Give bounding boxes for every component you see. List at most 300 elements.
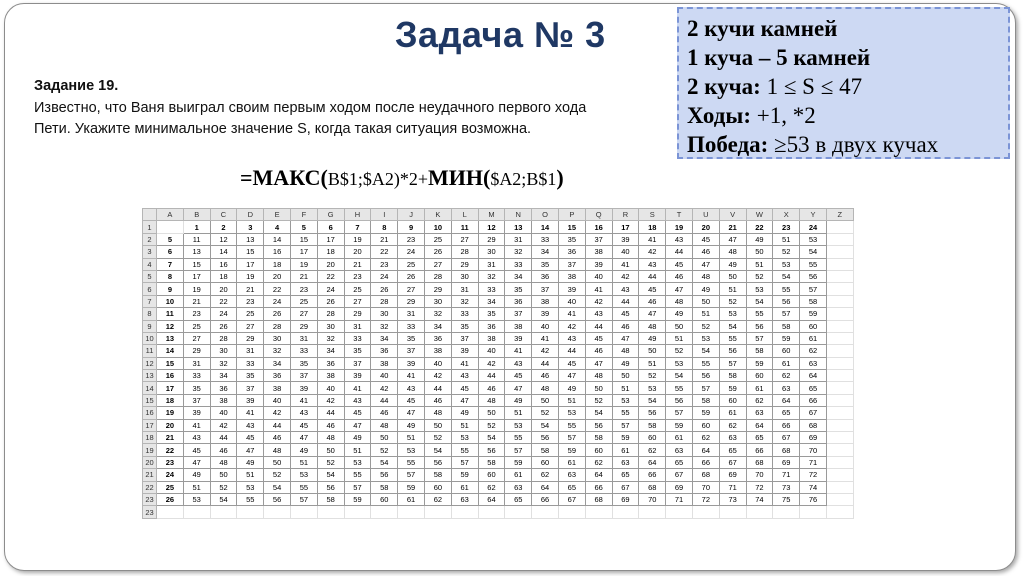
data-cell[interactable]: 30	[371, 308, 398, 320]
data-cell[interactable]: 56	[719, 345, 746, 357]
data-cell[interactable]: 21	[344, 258, 371, 270]
data-cell[interactable]: 59	[451, 469, 478, 481]
data-cell[interactable]: 48	[478, 394, 505, 406]
empty-cell[interactable]	[317, 506, 344, 518]
data-cell[interactable]: 65	[773, 407, 800, 419]
data-cell[interactable]: 56	[264, 493, 291, 505]
data-cell[interactable]: 43	[344, 394, 371, 406]
header-cell[interactable]: 14	[532, 221, 559, 233]
data-cell[interactable]: 50	[317, 444, 344, 456]
data-cell[interactable]: 19	[290, 258, 317, 270]
data-cell[interactable]: 25	[237, 308, 264, 320]
row-header[interactable]: 19	[143, 444, 157, 456]
data-cell[interactable]: 65	[800, 382, 827, 394]
data-cell[interactable]: 51	[746, 258, 773, 270]
data-cell[interactable]: 34	[317, 345, 344, 357]
data-cell[interactable]: 24	[210, 308, 237, 320]
data-cell[interactable]: 51	[692, 308, 719, 320]
data-cell[interactable]: 56	[532, 432, 559, 444]
data-cell[interactable]: 33	[478, 283, 505, 295]
data-cell[interactable]: 57	[451, 456, 478, 468]
row-label-cell[interactable]: 14	[157, 345, 184, 357]
data-cell[interactable]: 29	[451, 258, 478, 270]
row-header[interactable]: 23	[143, 493, 157, 505]
empty-cell[interactable]	[826, 295, 853, 307]
row-header[interactable]: 12	[143, 357, 157, 369]
data-cell[interactable]: 50	[692, 295, 719, 307]
data-cell[interactable]: 67	[666, 469, 693, 481]
data-cell[interactable]: 47	[612, 332, 639, 344]
data-cell[interactable]: 53	[505, 419, 532, 431]
data-cell[interactable]: 41	[451, 357, 478, 369]
data-cell[interactable]: 54	[532, 419, 559, 431]
data-cell[interactable]: 53	[344, 456, 371, 468]
data-cell[interactable]: 51	[344, 444, 371, 456]
data-cell[interactable]: 51	[290, 456, 317, 468]
data-cell[interactable]: 63	[800, 357, 827, 369]
data-cell[interactable]: 72	[800, 469, 827, 481]
column-header[interactable]: H	[344, 209, 371, 221]
data-cell[interactable]: 15	[183, 258, 210, 270]
data-cell[interactable]: 49	[237, 456, 264, 468]
data-cell[interactable]: 48	[639, 320, 666, 332]
data-cell[interactable]: 48	[585, 370, 612, 382]
data-cell[interactable]: 40	[558, 295, 585, 307]
header-cell[interactable]: 23	[773, 221, 800, 233]
data-cell[interactable]: 46	[585, 345, 612, 357]
header-cell[interactable]: 10	[424, 221, 451, 233]
data-cell[interactable]: 47	[451, 394, 478, 406]
data-cell[interactable]: 43	[183, 432, 210, 444]
data-cell[interactable]: 49	[505, 394, 532, 406]
data-cell[interactable]: 58	[746, 345, 773, 357]
data-cell[interactable]: 61	[800, 332, 827, 344]
data-cell[interactable]: 46	[210, 444, 237, 456]
data-cell[interactable]: 37	[237, 382, 264, 394]
data-cell[interactable]: 24	[371, 270, 398, 282]
data-cell[interactable]: 47	[398, 407, 425, 419]
data-cell[interactable]: 53	[746, 283, 773, 295]
data-cell[interactable]: 42	[478, 357, 505, 369]
data-cell[interactable]: 60	[719, 394, 746, 406]
data-cell[interactable]: 45	[585, 332, 612, 344]
data-cell[interactable]: 47	[344, 419, 371, 431]
data-cell[interactable]: 42	[264, 407, 291, 419]
header-cell[interactable]: 2	[210, 221, 237, 233]
data-cell[interactable]: 50	[666, 320, 693, 332]
data-cell[interactable]: 50	[478, 407, 505, 419]
data-cell[interactable]: 73	[773, 481, 800, 493]
data-cell[interactable]: 27	[424, 258, 451, 270]
data-cell[interactable]: 49	[344, 432, 371, 444]
data-cell[interactable]: 62	[692, 432, 719, 444]
data-cell[interactable]: 51	[666, 332, 693, 344]
data-cell[interactable]: 39	[585, 258, 612, 270]
data-cell[interactable]: 42	[558, 320, 585, 332]
data-cell[interactable]: 56	[692, 370, 719, 382]
data-cell[interactable]: 30	[451, 270, 478, 282]
row-header[interactable]: 15	[143, 394, 157, 406]
data-cell[interactable]: 34	[264, 357, 291, 369]
data-cell[interactable]: 61	[719, 407, 746, 419]
data-cell[interactable]: 52	[666, 345, 693, 357]
column-header[interactable]: Q	[585, 209, 612, 221]
data-cell[interactable]: 35	[398, 332, 425, 344]
column-header[interactable]: X	[773, 209, 800, 221]
data-cell[interactable]: 66	[746, 444, 773, 456]
data-cell[interactable]: 28	[451, 246, 478, 258]
data-cell[interactable]: 53	[290, 469, 317, 481]
data-cell[interactable]: 25	[290, 295, 317, 307]
data-cell[interactable]: 55	[290, 481, 317, 493]
data-cell[interactable]: 69	[800, 432, 827, 444]
data-cell[interactable]: 48	[666, 295, 693, 307]
data-cell[interactable]: 45	[237, 432, 264, 444]
header-cell[interactable]	[157, 221, 184, 233]
column-header[interactable]: J	[398, 209, 425, 221]
data-cell[interactable]: 35	[478, 308, 505, 320]
data-cell[interactable]: 20	[317, 258, 344, 270]
data-cell[interactable]: 67	[773, 432, 800, 444]
data-cell[interactable]: 45	[505, 370, 532, 382]
data-cell[interactable]: 30	[210, 345, 237, 357]
data-cell[interactable]: 61	[398, 493, 425, 505]
data-cell[interactable]: 50	[424, 419, 451, 431]
data-cell[interactable]: 46	[612, 320, 639, 332]
data-cell[interactable]: 42	[210, 419, 237, 431]
data-cell[interactable]: 45	[451, 382, 478, 394]
empty-cell[interactable]	[344, 506, 371, 518]
data-cell[interactable]: 59	[558, 444, 585, 456]
data-cell[interactable]: 35	[290, 357, 317, 369]
data-cell[interactable]: 72	[692, 493, 719, 505]
data-cell[interactable]: 55	[692, 357, 719, 369]
data-cell[interactable]: 51	[183, 481, 210, 493]
data-cell[interactable]: 62	[532, 469, 559, 481]
data-cell[interactable]: 31	[451, 283, 478, 295]
data-cell[interactable]: 57	[558, 432, 585, 444]
data-cell[interactable]: 45	[290, 419, 317, 431]
data-cell[interactable]: 41	[183, 419, 210, 431]
empty-cell[interactable]	[826, 394, 853, 406]
data-cell[interactable]: 58	[773, 320, 800, 332]
data-cell[interactable]: 44	[612, 295, 639, 307]
data-cell[interactable]: 58	[371, 481, 398, 493]
data-cell[interactable]: 18	[317, 246, 344, 258]
data-cell[interactable]: 68	[800, 419, 827, 431]
data-cell[interactable]: 67	[612, 481, 639, 493]
row-header[interactable]: 13	[143, 370, 157, 382]
data-cell[interactable]: 14	[210, 246, 237, 258]
data-cell[interactable]: 62	[424, 493, 451, 505]
data-cell[interactable]: 47	[237, 444, 264, 456]
data-cell[interactable]: 59	[666, 419, 693, 431]
data-cell[interactable]: 23	[237, 295, 264, 307]
data-cell[interactable]: 41	[398, 370, 425, 382]
data-cell[interactable]: 52	[317, 456, 344, 468]
data-cell[interactable]: 56	[317, 481, 344, 493]
data-cell[interactable]: 50	[210, 469, 237, 481]
data-cell[interactable]: 45	[398, 394, 425, 406]
data-cell[interactable]: 41	[237, 407, 264, 419]
data-cell[interactable]: 39	[505, 332, 532, 344]
data-cell[interactable]: 49	[558, 382, 585, 394]
data-cell[interactable]: 35	[237, 370, 264, 382]
data-cell[interactable]: 11	[183, 233, 210, 245]
data-cell[interactable]: 40	[478, 345, 505, 357]
row-label-cell[interactable]: 24	[157, 469, 184, 481]
data-cell[interactable]: 40	[317, 382, 344, 394]
data-cell[interactable]: 39	[532, 308, 559, 320]
data-cell[interactable]: 39	[183, 407, 210, 419]
data-cell[interactable]: 46	[639, 295, 666, 307]
data-cell[interactable]: 35	[558, 233, 585, 245]
data-cell[interactable]: 15	[237, 246, 264, 258]
data-cell[interactable]: 44	[585, 320, 612, 332]
select-all-corner[interactable]	[143, 209, 157, 221]
empty-cell[interactable]	[826, 258, 853, 270]
data-cell[interactable]: 17	[317, 233, 344, 245]
row-header[interactable]: 3	[143, 246, 157, 258]
column-header[interactable]: I	[371, 209, 398, 221]
data-cell[interactable]: 58	[532, 444, 559, 456]
data-cell[interactable]: 58	[424, 469, 451, 481]
data-cell[interactable]: 34	[210, 370, 237, 382]
data-cell[interactable]: 33	[344, 332, 371, 344]
data-cell[interactable]: 20	[264, 270, 291, 282]
header-cell[interactable]: 13	[505, 221, 532, 233]
data-cell[interactable]: 64	[478, 493, 505, 505]
data-cell[interactable]: 47	[183, 456, 210, 468]
data-cell[interactable]: 25	[183, 320, 210, 332]
data-cell[interactable]: 66	[532, 493, 559, 505]
data-cell[interactable]: 59	[719, 382, 746, 394]
data-cell[interactable]: 17	[237, 258, 264, 270]
data-cell[interactable]: 37	[532, 283, 559, 295]
data-cell[interactable]: 56	[585, 419, 612, 431]
empty-cell[interactable]	[558, 506, 585, 518]
empty-cell[interactable]	[183, 506, 210, 518]
data-cell[interactable]: 41	[505, 345, 532, 357]
data-cell[interactable]: 70	[800, 444, 827, 456]
empty-cell[interactable]	[826, 332, 853, 344]
data-cell[interactable]: 46	[532, 370, 559, 382]
data-cell[interactable]: 74	[746, 493, 773, 505]
data-cell[interactable]: 45	[692, 233, 719, 245]
data-cell[interactable]: 32	[317, 332, 344, 344]
empty-cell[interactable]	[210, 506, 237, 518]
data-cell[interactable]: 23	[183, 308, 210, 320]
data-cell[interactable]: 54	[639, 394, 666, 406]
data-cell[interactable]: 37	[585, 233, 612, 245]
row-header[interactable]: 11	[143, 345, 157, 357]
column-header[interactable]: D	[237, 209, 264, 221]
data-cell[interactable]: 21	[371, 233, 398, 245]
empty-cell[interactable]	[826, 469, 853, 481]
data-cell[interactable]: 25	[424, 233, 451, 245]
column-header[interactable]: W	[746, 209, 773, 221]
data-cell[interactable]: 28	[424, 270, 451, 282]
data-cell[interactable]: 33	[505, 258, 532, 270]
data-cell[interactable]: 35	[532, 258, 559, 270]
data-cell[interactable]: 58	[719, 370, 746, 382]
data-cell[interactable]: 27	[451, 233, 478, 245]
data-cell[interactable]: 56	[478, 444, 505, 456]
data-cell[interactable]: 51	[237, 469, 264, 481]
data-cell[interactable]: 49	[719, 258, 746, 270]
row-label-cell[interactable]: 20	[157, 419, 184, 431]
data-cell[interactable]: 70	[639, 493, 666, 505]
data-cell[interactable]: 53	[183, 493, 210, 505]
data-cell[interactable]: 73	[719, 493, 746, 505]
empty-cell[interactable]	[826, 308, 853, 320]
empty-cell[interactable]	[532, 506, 559, 518]
data-cell[interactable]: 32	[264, 345, 291, 357]
data-cell[interactable]: 16	[264, 246, 291, 258]
header-cell[interactable]: 11	[451, 221, 478, 233]
empty-cell[interactable]	[826, 419, 853, 431]
data-cell[interactable]: 44	[558, 345, 585, 357]
data-cell[interactable]: 40	[424, 357, 451, 369]
data-cell[interactable]: 32	[451, 295, 478, 307]
empty-cell[interactable]	[666, 506, 693, 518]
data-cell[interactable]: 23	[290, 283, 317, 295]
data-cell[interactable]: 41	[344, 382, 371, 394]
data-cell[interactable]: 58	[800, 295, 827, 307]
data-cell[interactable]: 46	[424, 394, 451, 406]
data-cell[interactable]: 41	[558, 308, 585, 320]
data-cell[interactable]: 37	[451, 332, 478, 344]
data-cell[interactable]: 64	[800, 370, 827, 382]
data-cell[interactable]: 47	[290, 432, 317, 444]
data-cell[interactable]: 52	[719, 295, 746, 307]
row-header[interactable]: 17	[143, 419, 157, 431]
data-cell[interactable]: 37	[183, 394, 210, 406]
row-header[interactable]: 9	[143, 320, 157, 332]
data-cell[interactable]: 46	[317, 419, 344, 431]
data-cell[interactable]: 31	[183, 357, 210, 369]
data-cell[interactable]: 52	[371, 444, 398, 456]
data-cell[interactable]: 57	[719, 357, 746, 369]
data-cell[interactable]: 52	[424, 432, 451, 444]
empty-cell[interactable]	[826, 345, 853, 357]
data-cell[interactable]: 54	[424, 444, 451, 456]
data-cell[interactable]: 59	[746, 357, 773, 369]
data-cell[interactable]: 55	[505, 432, 532, 444]
data-cell[interactable]: 38	[424, 345, 451, 357]
data-cell[interactable]: 35	[451, 320, 478, 332]
column-header[interactable]: B	[183, 209, 210, 221]
column-header[interactable]: O	[532, 209, 559, 221]
data-cell[interactable]: 50	[532, 394, 559, 406]
data-cell[interactable]: 54	[264, 481, 291, 493]
data-cell[interactable]: 69	[612, 493, 639, 505]
data-cell[interactable]: 43	[612, 283, 639, 295]
data-cell[interactable]: 41	[532, 332, 559, 344]
data-cell[interactable]: 48	[719, 246, 746, 258]
data-cell[interactable]: 47	[719, 233, 746, 245]
data-cell[interactable]: 71	[773, 469, 800, 481]
data-cell[interactable]: 41	[612, 258, 639, 270]
data-cell[interactable]: 28	[264, 320, 291, 332]
data-cell[interactable]: 28	[317, 308, 344, 320]
data-cell[interactable]: 48	[532, 382, 559, 394]
row-label-cell[interactable]: 5	[157, 233, 184, 245]
data-cell[interactable]: 69	[719, 469, 746, 481]
data-cell[interactable]: 57	[344, 481, 371, 493]
data-cell[interactable]: 69	[666, 481, 693, 493]
data-cell[interactable]: 21	[290, 270, 317, 282]
data-cell[interactable]: 54	[800, 246, 827, 258]
empty-cell[interactable]	[371, 506, 398, 518]
empty-cell[interactable]	[639, 506, 666, 518]
data-cell[interactable]: 55	[800, 258, 827, 270]
data-cell[interactable]: 45	[612, 308, 639, 320]
data-cell[interactable]: 39	[290, 382, 317, 394]
data-cell[interactable]: 67	[719, 456, 746, 468]
data-cell[interactable]: 30	[478, 246, 505, 258]
column-header[interactable]: A	[157, 209, 184, 221]
data-cell[interactable]: 45	[183, 444, 210, 456]
data-cell[interactable]: 61	[666, 432, 693, 444]
data-cell[interactable]: 65	[719, 444, 746, 456]
data-cell[interactable]: 19	[344, 233, 371, 245]
data-cell[interactable]: 53	[451, 432, 478, 444]
empty-cell[interactable]	[826, 283, 853, 295]
data-cell[interactable]: 44	[478, 370, 505, 382]
data-cell[interactable]: 33	[451, 308, 478, 320]
data-cell[interactable]: 44	[210, 432, 237, 444]
data-cell[interactable]: 45	[344, 407, 371, 419]
data-cell[interactable]: 60	[800, 320, 827, 332]
data-cell[interactable]: 56	[639, 407, 666, 419]
data-cell[interactable]: 36	[317, 357, 344, 369]
data-cell[interactable]: 52	[773, 246, 800, 258]
data-cell[interactable]: 68	[746, 456, 773, 468]
data-cell[interactable]: 49	[639, 332, 666, 344]
data-cell[interactable]: 37	[558, 258, 585, 270]
row-header[interactable]: 18	[143, 432, 157, 444]
column-header[interactable]: L	[451, 209, 478, 221]
empty-cell[interactable]	[237, 506, 264, 518]
data-cell[interactable]: 52	[692, 320, 719, 332]
data-cell[interactable]: 22	[371, 246, 398, 258]
data-cell[interactable]: 43	[505, 357, 532, 369]
header-cell[interactable]: 21	[719, 221, 746, 233]
data-cell[interactable]: 46	[371, 407, 398, 419]
data-cell[interactable]: 65	[505, 493, 532, 505]
data-cell[interactable]: 36	[264, 370, 291, 382]
data-cell[interactable]: 19	[237, 270, 264, 282]
data-cell[interactable]: 63	[558, 469, 585, 481]
empty-cell[interactable]	[826, 493, 853, 505]
data-cell[interactable]: 68	[585, 493, 612, 505]
data-cell[interactable]: 23	[398, 233, 425, 245]
data-cell[interactable]: 49	[612, 357, 639, 369]
data-cell[interactable]: 67	[800, 407, 827, 419]
data-cell[interactable]: 43	[666, 233, 693, 245]
data-cell[interactable]: 66	[773, 419, 800, 431]
header-cell[interactable]: 3	[237, 221, 264, 233]
empty-cell[interactable]	[826, 432, 853, 444]
empty-cell[interactable]	[773, 506, 800, 518]
data-cell[interactable]: 28	[371, 295, 398, 307]
data-cell[interactable]: 62	[800, 345, 827, 357]
data-cell[interactable]: 40	[612, 246, 639, 258]
data-cell[interactable]: 53	[398, 444, 425, 456]
data-cell[interactable]: 46	[264, 432, 291, 444]
data-cell[interactable]: 60	[532, 456, 559, 468]
